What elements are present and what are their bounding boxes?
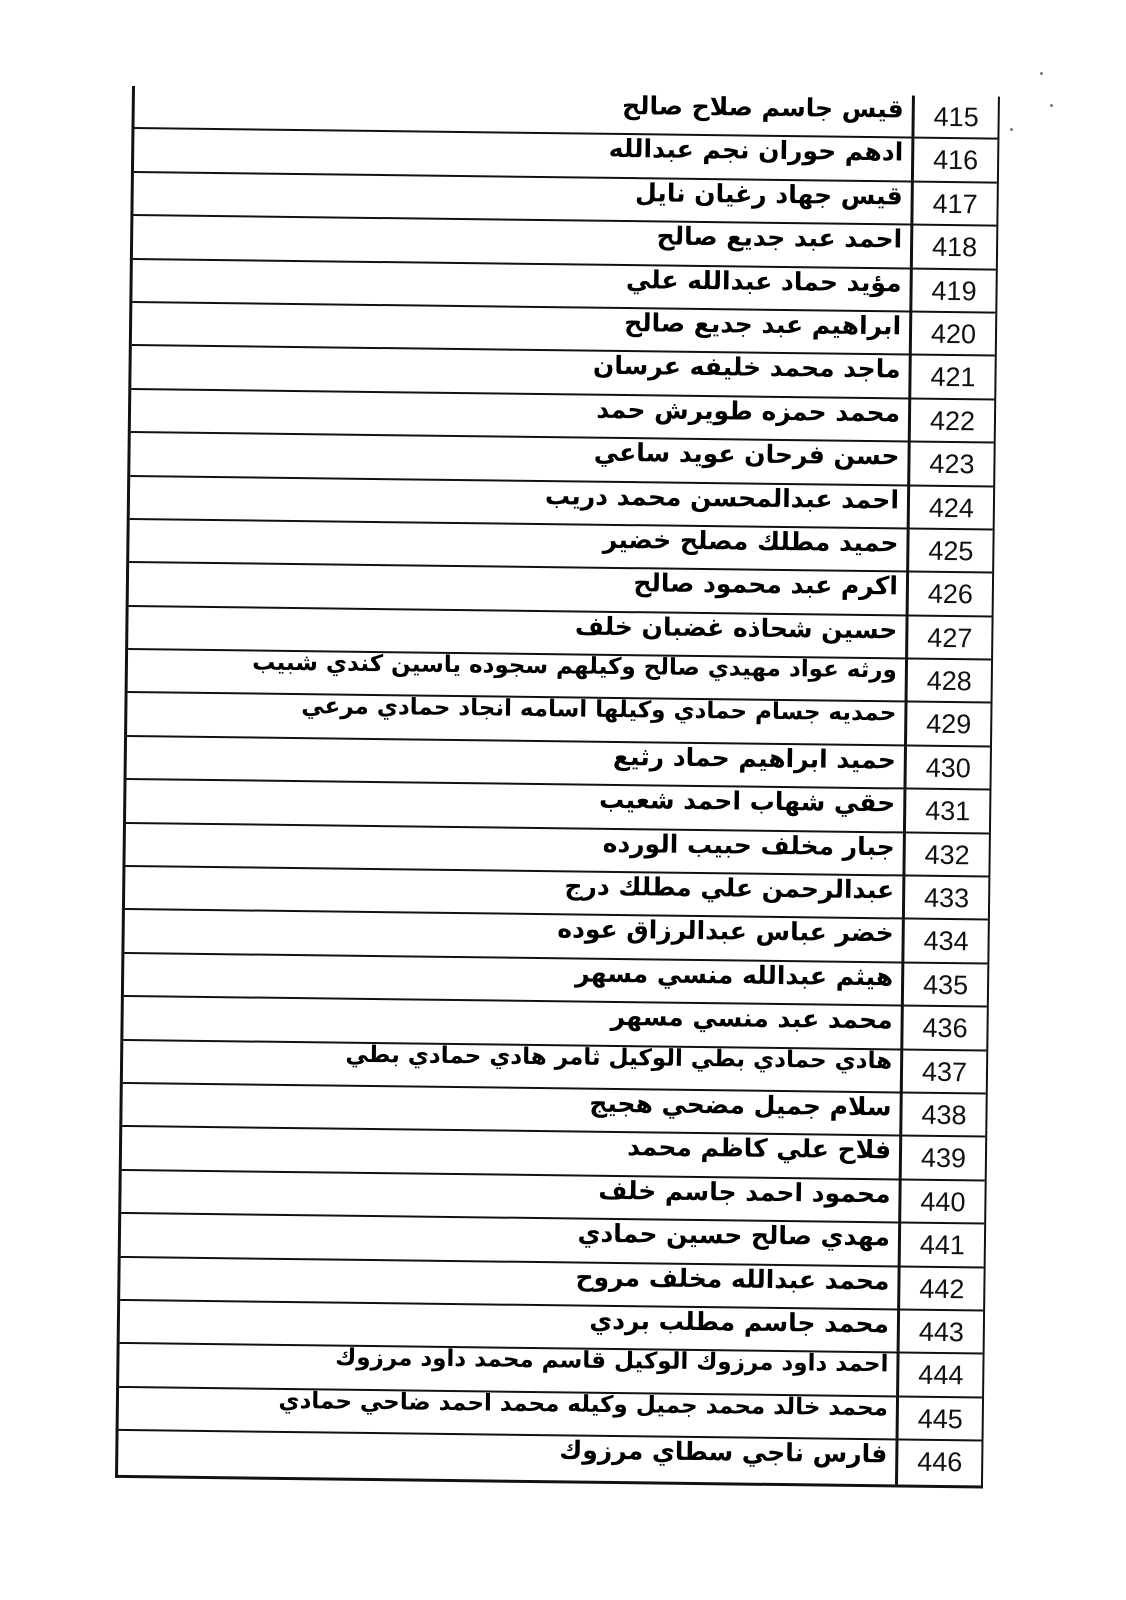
row-number: 430 bbox=[903, 746, 989, 788]
scan-speck bbox=[1050, 104, 1053, 107]
row-name: ابراهيم عبد جديع صالح bbox=[624, 307, 902, 341]
row-name: ورثه عواد مهيدي صالح وكيلهم سجوده ياسين كندي شبيب bbox=[252, 649, 898, 684]
row-name: عبدالرحمن علي مطلك درج bbox=[564, 871, 895, 905]
row-name: محمد عبد منسي مسهر bbox=[610, 1002, 893, 1035]
row-number: 445 bbox=[896, 1397, 982, 1439]
row-name: مؤيد حماد عبدالله علي bbox=[625, 264, 902, 297]
row-number: 437 bbox=[900, 1050, 986, 1092]
row-name: محمد خالد محمد جميل وكيله محمد احمد ضاحي حمادي bbox=[278, 1387, 889, 1422]
row-number: 427 bbox=[905, 616, 991, 658]
row-name: فلاح علي كاظم محمد bbox=[627, 1132, 892, 1165]
row-name: محمد حمزه طويرش حمد bbox=[596, 394, 901, 428]
row-name: حمديه جسام حمادي وكيلها اسامه انجاد حمادي مرعي bbox=[301, 693, 897, 727]
row-number: 422 bbox=[908, 399, 994, 441]
row-number: 415 bbox=[911, 96, 997, 138]
row-number: 432 bbox=[902, 833, 988, 875]
row-number: 424 bbox=[907, 486, 993, 528]
row-number: 425 bbox=[906, 529, 992, 571]
row-number: 440 bbox=[898, 1180, 984, 1222]
row-name: حسن فرحان عويد ساعي bbox=[593, 437, 900, 471]
row-number: 439 bbox=[899, 1137, 985, 1179]
row-number: 442 bbox=[897, 1267, 983, 1309]
row-number: 429 bbox=[904, 703, 990, 745]
row-number: 436 bbox=[900, 1007, 986, 1049]
row-number: 420 bbox=[909, 312, 995, 354]
row-number: 428 bbox=[905, 660, 991, 702]
row-name: قيس جاسم صلاح صالح bbox=[621, 90, 904, 124]
row-number: 426 bbox=[906, 573, 992, 615]
scan-speck bbox=[1010, 128, 1013, 131]
table-row bbox=[118, 1431, 981, 1485]
row-name: ادهم حوران نجم عبدالله bbox=[608, 134, 904, 167]
row-name: محمد جاسم مطلب بردي bbox=[589, 1305, 890, 1339]
row-number: 433 bbox=[902, 877, 988, 919]
row-name: احمد عبدالمحسن محمد دريب bbox=[544, 480, 900, 514]
row-name: هادي حمادي بطي الوكيل ثامر هادي حمادي بطي bbox=[345, 1041, 893, 1074]
row-name: احمد عبد جديع صالح bbox=[656, 221, 903, 254]
row-number: 446 bbox=[895, 1441, 982, 1485]
row-number: 441 bbox=[898, 1224, 984, 1266]
row-name: قيس جهاد رغيان نايل bbox=[634, 177, 903, 211]
row-number: 431 bbox=[903, 790, 989, 832]
row-number: 418 bbox=[910, 226, 996, 268]
row-number: 444 bbox=[896, 1354, 982, 1396]
row-name: حميد ابراهيم حماد رثيع bbox=[612, 741, 897, 775]
row-number: 443 bbox=[897, 1310, 983, 1352]
row-name: سلام جميل مضحي هجيج bbox=[589, 1088, 892, 1122]
row-name: هيثم عبدالله منسي مسهر bbox=[575, 958, 894, 992]
row-name: خضر عباس عبدالرزاق عوده bbox=[557, 914, 894, 948]
row-name: محمود احمد جاسم خلف bbox=[598, 1175, 891, 1209]
row-number: 434 bbox=[901, 920, 987, 962]
scan-speck bbox=[1040, 72, 1043, 75]
row-number: 416 bbox=[911, 139, 997, 181]
row-number: 423 bbox=[907, 443, 993, 485]
row-name: محمد عبدالله مخلف مروح bbox=[575, 1262, 890, 1295]
row-name: حسين شحاذه غضبان خلف bbox=[574, 611, 898, 645]
row-name: اكرم عبد محمود صالح bbox=[633, 568, 899, 601]
row-number: 419 bbox=[909, 269, 995, 311]
row-name: مهدي صالح حسين حمادي bbox=[577, 1218, 891, 1252]
row-name: حقي شهاب احمد شعيب bbox=[598, 785, 896, 818]
row-number: 417 bbox=[910, 182, 996, 224]
row-name: احمد داود مرزوك الوكيل قاسم محمد داود مرزوك bbox=[335, 1344, 889, 1378]
row-number: 438 bbox=[899, 1093, 985, 1135]
row-number: 421 bbox=[908, 356, 994, 398]
row-name: حميد مطلك مصلح خضير bbox=[602, 524, 899, 558]
row-name: جبار مخلف حبيب الورده bbox=[602, 828, 895, 862]
row-name: فارس ناجي سطاي مرزوك bbox=[559, 1435, 888, 1469]
names-table bbox=[115, 86, 1000, 1488]
row-name: ماجد محمد خليفه عرسان bbox=[592, 350, 901, 384]
row-number: 435 bbox=[901, 963, 987, 1005]
